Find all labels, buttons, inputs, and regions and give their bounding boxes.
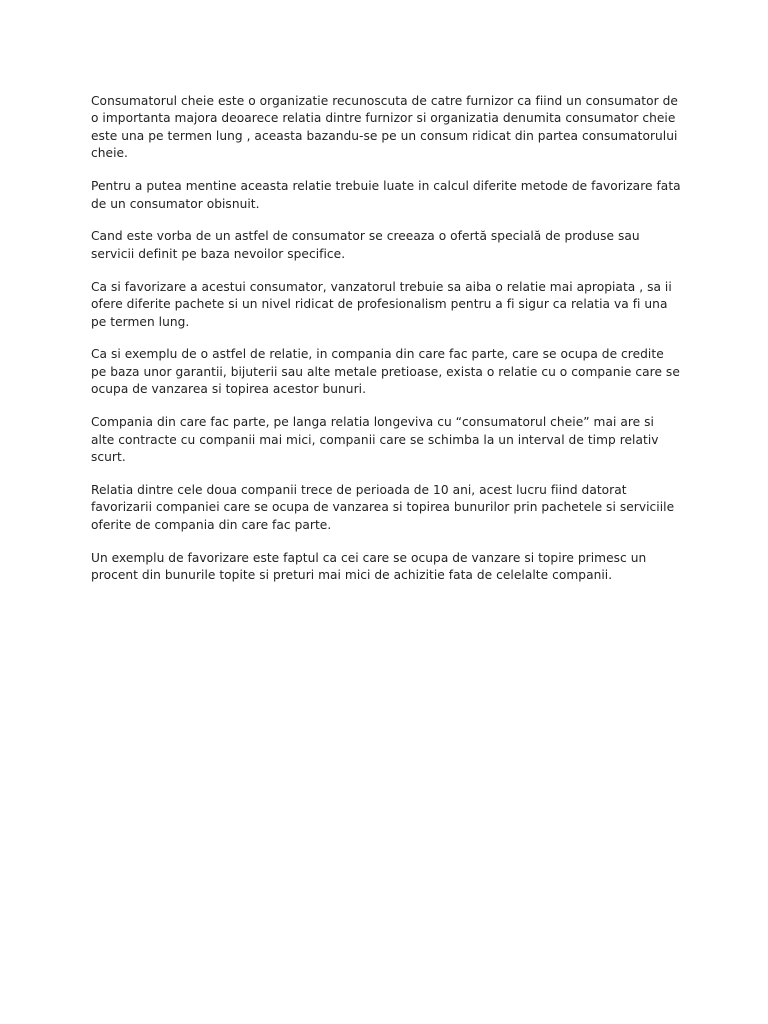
paragraph-3: Cand este vorba de un astfel de consumator se creeaza o ofertă specială de produse sau servicii definit pe baza nevoilor specifice.: [91, 229, 640, 261]
document-body: [91, 93, 681, 600]
paragraph-2: Pentru a putea mentine aceasta relatie trebuie luate in calcul diferite metode de favorizare fata de un consumator obisnuit.: [91, 179, 681, 211]
paragraph-7: Relatia dintre cele doua companii trece de perioada de 10 ani, acest lucru fiind datorat favorizarii companiei care se ocupa de vanzarea si topirea bunurilor prin pachetele si serviciile oferite de compania din care fac parte.: [91, 482, 675, 532]
paragraph-4: Ca si favorizare a acestui consumator, vanzatorul trebuie sa aiba o relatie mai apropiata , sa ii ofere diferite pachete si un nivel ridicat de profesionalism pentru a fi sigur ca relatia va fi una pe termen lung.: [91, 279, 672, 329]
paragraph-1: Consumatorul cheie este o organizatie recunoscuta de catre furnizor ca fiind un consumator de o importanta majora deoarece relatia dintre furnizor si organizatia denumita consumator cheie este una pe termen lung , aceasta bazandu-se pe un consum ridicat din partea consumatorului cheie.: [91, 94, 678, 161]
paragraph-6: Compania din care fac parte, pe langa relatia longeviva cu “consumatorul cheie” mai are si alte contracte cu companii mai mici, companii care se schimba la un interval de timp relativ scurt.: [91, 415, 659, 464]
paragraph-5: Ca si exemplu de o astfel de relatie, in compania din care fac parte, care se ocupa de credite pe baza unor garantii, bijuterii sau alte metale pretioase, exista o relatie cu o companie care se ocupa de vanzarea si topirea acestor bunuri.: [91, 347, 680, 397]
paragraph-8: Un exemplu de favorizare este faptul ca cei care se ocupa de vanzare si topire primesc un procent din bunurile topite si preturi mai mici de achizitie fata de celelalte companii.: [91, 550, 647, 583]
